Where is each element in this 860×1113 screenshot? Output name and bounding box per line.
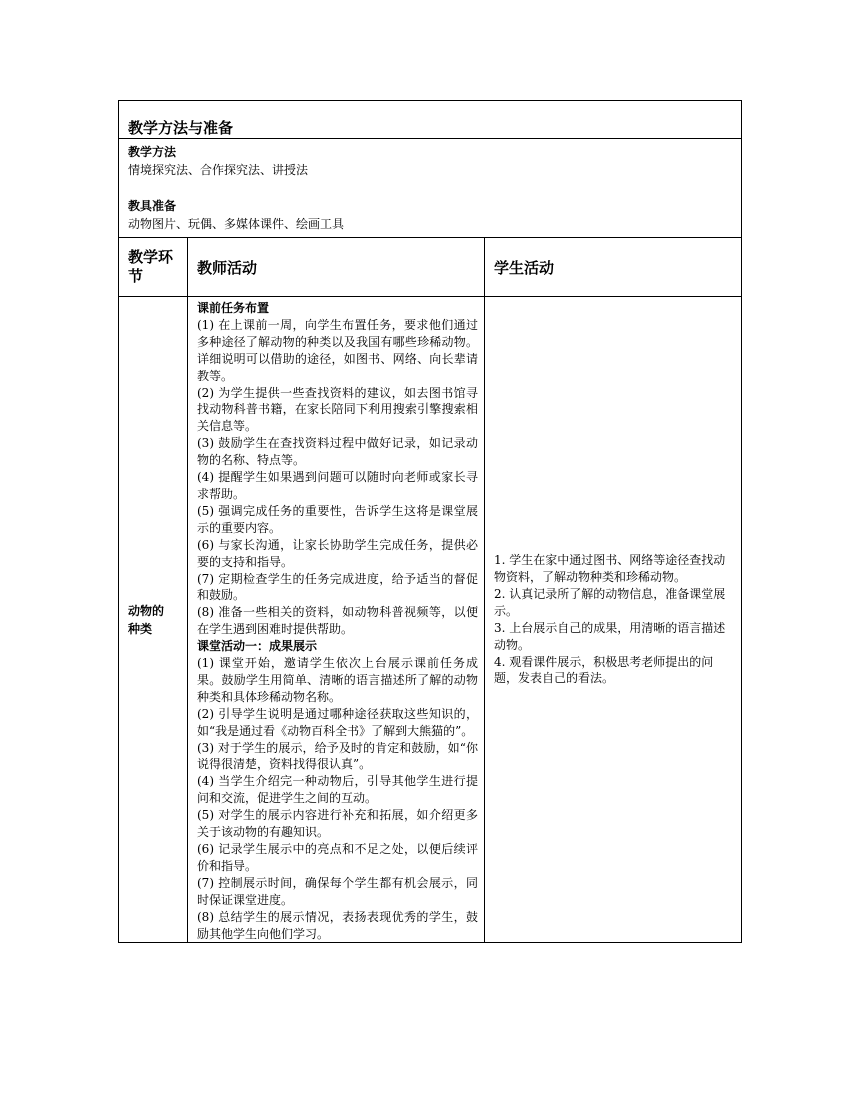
class-activity-item: (7) 控制展示时间，确保每个学生都有机会展示，同时保证课堂进度。 — [197, 875, 478, 907]
class-activity-title: 课堂活动一：成果展示 — [197, 639, 318, 654]
class-activity-item: (5) 对学生的展示内容进行补充和拓展，如介绍更多关于该动物的有趣知识。 — [197, 808, 478, 840]
tools-text: 动物图片、玩偶、多媒体课件、绘画工具 — [128, 217, 345, 231]
stage-header-line2: 节 — [128, 267, 144, 285]
pre-task-item: (4) 提醒学生如果遇到问题可以随时向老师或家长寻求帮助。 — [197, 470, 478, 501]
preparation-cell — [119, 139, 742, 238]
section-title: 教学方法与准备 — [119, 101, 742, 139]
stage-line2: 种类 — [128, 621, 153, 636]
class-activity-item: (8) 总结学生的展示情况，表扬表现优秀的学生，鼓励其他学生向他们学习。 — [197, 909, 478, 941]
pre-task-item: (1) 在上课前一周，向学生布置任务，要求他们通过多种途径了解动物的种类以及我国有哪些珍稀动物。详细说明可以借助的途径，如图书、网络、向长辈请教等。 — [197, 317, 478, 383]
class-activity-item: (6) 记录学生展示中的亮点和不足之处，以便后续评价和指导。 — [197, 842, 478, 873]
lesson-plan-sheet — [118, 100, 741, 943]
methods-text: 情境探究法、合作探究法、讲授法 — [128, 163, 309, 177]
stage-cell — [119, 297, 188, 943]
methods-label: 教学方法 — [128, 145, 177, 159]
class-activity-item: (4) 当学生介绍完一种动物后，引导其他学生进行提问和交流，促进学生之间的互动。 — [197, 774, 478, 806]
class-activity-item: (3) 对于学生的展示，给予及时的肯定和鼓励，如“你说得很清楚，资料找得很认真”。 — [197, 740, 478, 772]
content-row — [119, 297, 742, 943]
student-item: 2. 认真记录所了解的动物信息，准备课堂展示。 — [494, 586, 726, 618]
student-item: 4. 观看课件展示，积极思考老师提出的问题，发表自己的看法。 — [494, 654, 714, 686]
pre-task-item: (5) 强调完成任务的重要性，告诉学生这将是课堂展示的重要内容。 — [197, 503, 478, 535]
pre-task-item: (8) 准备一些相关的资料，如动物科普视频等，以便在学生遇到困难时提供帮助。 — [197, 605, 478, 637]
spacer — [128, 179, 741, 197]
tools-label: 教具准备 — [128, 199, 177, 213]
class-activity-item: (2) 引导学生说明是通过哪种途径获取这些知识的，如“我是通过看《动物百科全书》了解到大熊猫的”。 — [197, 706, 478, 738]
student-item: 3. 上台展示自己的成果，用清晰的语言描述动物。 — [494, 620, 726, 652]
stage-header — [119, 238, 188, 297]
stage-header-line1: 教学环 — [128, 248, 174, 266]
header-row — [119, 238, 742, 297]
student-item: 1. 学生在家中通过图书、网络等途径查找动物资料，了解动物种类和珍稀动物。 — [494, 553, 726, 584]
section-title-row — [119, 101, 742, 139]
teacher-header: 教师活动 — [188, 238, 485, 297]
lesson-plan-table — [118, 100, 742, 943]
pre-task-item: (6) 与家长沟通，让家长协助学生完成任务，提供必要的支持和指导。 — [197, 537, 478, 569]
student-header: 学生活动 — [485, 238, 742, 297]
stage-line1: 动物的 — [128, 603, 165, 618]
pre-task-item: (7) 定期检查学生的任务完成进度，给予适当的督促和鼓励。 — [197, 571, 478, 603]
pre-task-item: (3) 鼓励学生在查找资料过程中做好记录，如记录动物的名称、特点等。 — [197, 436, 478, 468]
pre-task-title: 课前任务布置 — [197, 301, 270, 315]
preparation-row — [119, 139, 742, 238]
class-activity-item: (1) 课堂开始，邀请学生依次上台展示课前任务成果。鼓励学生用简单、清晰的语言描述所了解的动物种类和具体珍稀动物名称。 — [197, 656, 478, 704]
student-activity-cell — [485, 297, 742, 943]
pre-task-item: (2) 为学生提供一些查找资料的建议，如去图书馆寻找动物科普书籍，在家长陪同下利用搜索引擎搜索相关信息等。 — [197, 385, 478, 434]
teacher-activity-cell — [188, 297, 485, 943]
